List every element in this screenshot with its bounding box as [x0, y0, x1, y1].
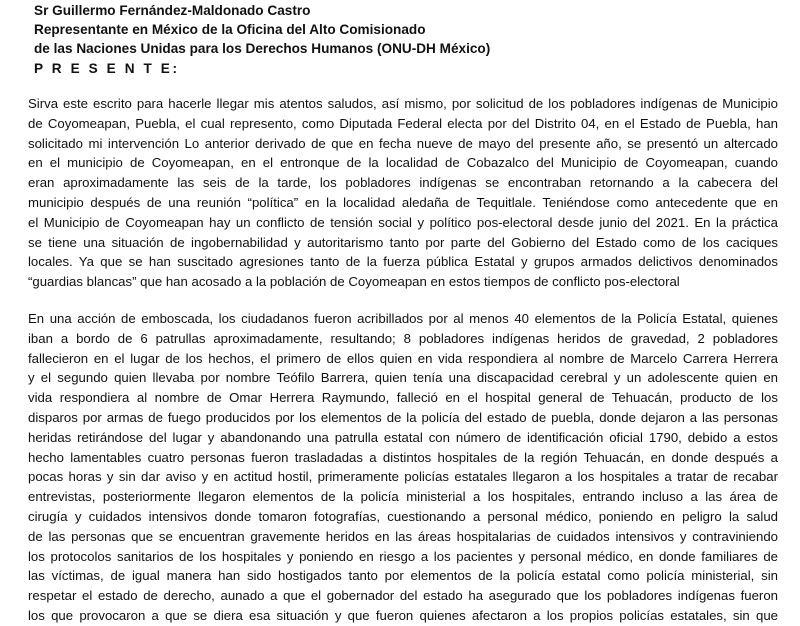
paragraph-line: locales. Ya que se han suscitado agresiones tanto de la fuerza pública Estatal y grupos armados delictivos denominados — [28, 254, 778, 270]
paragraph-line: pocas horas y sin dar aviso y en actitud hostil, primeramente policías estatales llegaron a los hospitales a tratar de recabar — [28, 469, 778, 485]
paragraph-line: heridas retirándose del lugar y abandonando una patrulla estatal con número de identificación oficial 1790, debido a estos — [28, 429, 778, 445]
body-paragraph-2 — [28, 309, 778, 626]
paragraph-line: se tiene una situación de ingobernabilidad y autoritarismo tanto por parte del Gobierno del Estado como de los caciques — [28, 234, 778, 250]
addressee-name: Sr Guillermo Fernández-Maldonado Castro — [34, 3, 311, 18]
paragraph-line: disparos por armas de fuego producidos por los elementos de la policía del estado de puebla, donde dejaron a las personas — [28, 409, 778, 425]
addressee-block — [34, 1, 774, 78]
body-paragraph-1 — [28, 94, 778, 292]
paragraph-line: de Coyomeapan, Puebla, el cual represento, como Diputada Federal electa por del Distrito 04, en el Estado de Puebla, han — [28, 115, 778, 131]
paragraph-line: “guardias blancas” que han acosado a la población de Coyomeapan en estos tiempos de conflicto pos-electoral — [28, 274, 680, 290]
paragraph-line: fallecieron en el lugar de los hechos, el primero de ellos quien en vida respondiera al nombre de Marcelo Carrera Herrera — [28, 350, 778, 366]
paragraph-line: el Municipio de Coyomeapan hay un conflicto de tensión social y político pos-electoral desde junio del 2021. En la práctica — [28, 214, 778, 230]
paragraph-line: iban a bordo de 6 patrullas aproximadamente, resultando; 8 pobladores indígenas heridos de gravedad, 2 pobladores — [28, 330, 778, 346]
paragraph-line: vida respondiera al nombre de Omar Herrera Raymundo, falleció en el hospital general de Tehuacán, producto de los — [28, 390, 778, 406]
paragraph-line: y el segundo quien llevaba por nombre Teófilo Barrera, quien tenía una discapacidad cerebral y un adolescente quien en — [28, 370, 778, 386]
paragraph-line: solicitado mi intervención Lo anterior derivado de que en fecha nueve de mayo del presente año, se presentó un altercado — [28, 135, 778, 151]
addressee-organization: de las Naciones Unidas para los Derechos Humanos (ONU-DH México) — [34, 41, 491, 57]
paragraph-line: cirugía y cuidados intensivos donde tomaron fotografías, cuestionando a personal médico, poniendo en peligro la salud — [28, 508, 778, 524]
paragraph-line: respetar el estado de derecho, aunado a que el gobernador del estado ha asegurado que los pobladores indígenas fueron — [28, 588, 778, 604]
paragraph-line: entrevistas, posteriormente llegaron elementos de la policía ministerial a los hospitales, entrando incluso a las área de — [28, 489, 778, 505]
paragraph-line: los que provocaron a que se diera esa situación y que fueron quienes afectaron a los propios policías estatales, sin que — [28, 607, 778, 623]
paragraph-line: las víctimas, de igual manera han sido hostigados tanto por elementos de la policía estatal como policía ministerial, sin — [28, 568, 778, 584]
paragraph-line: los protocolos sanitarios de los hospitales y poniendo en riesgo a los pacientes y personal médico, en donde familiares de — [28, 548, 778, 564]
paragraph-line: de las personas que se encuentran gravemente heridos en las áreas hospitalarias de cuidados intensivos y contraviniendo — [28, 528, 778, 544]
paragraph-line: Sirva este escrito para hacerle llegar mis atentos saludos, así mismo, por solicitud de los pobladores indígenas de Municipio — [28, 96, 778, 111]
paragraph-line: hecho lamentables cuatro personas fueron trasladadas a distintos hospitales de la región Tehuacán, en donde después a — [28, 449, 778, 465]
addressee-title: Representante en México de la Oficina del Alto Comisionado — [34, 22, 426, 38]
paragraph-line: eran aproximadamente las seis de la tarde, los pobladores indígenas se encontraban retornando a la cabecera del — [28, 175, 778, 191]
paragraph-line: En una acción de emboscada, los ciudadanos fueron acribillados por al menos 40 elementos de la Policía Estatal, quienes — [28, 311, 778, 326]
salutation-presente: P R E S E N T E: — [34, 60, 180, 76]
paragraph-line: municipio después de una reunión “política” en la localidad aledaña de Tequitlale. Teniéndose como antecedente que en — [28, 194, 778, 210]
paragraph-line: en el municipio de Coyomeapan, en el entronque de la localidad de Cobazalco del Municipio de Coyomeapan, cuando — [28, 155, 778, 171]
